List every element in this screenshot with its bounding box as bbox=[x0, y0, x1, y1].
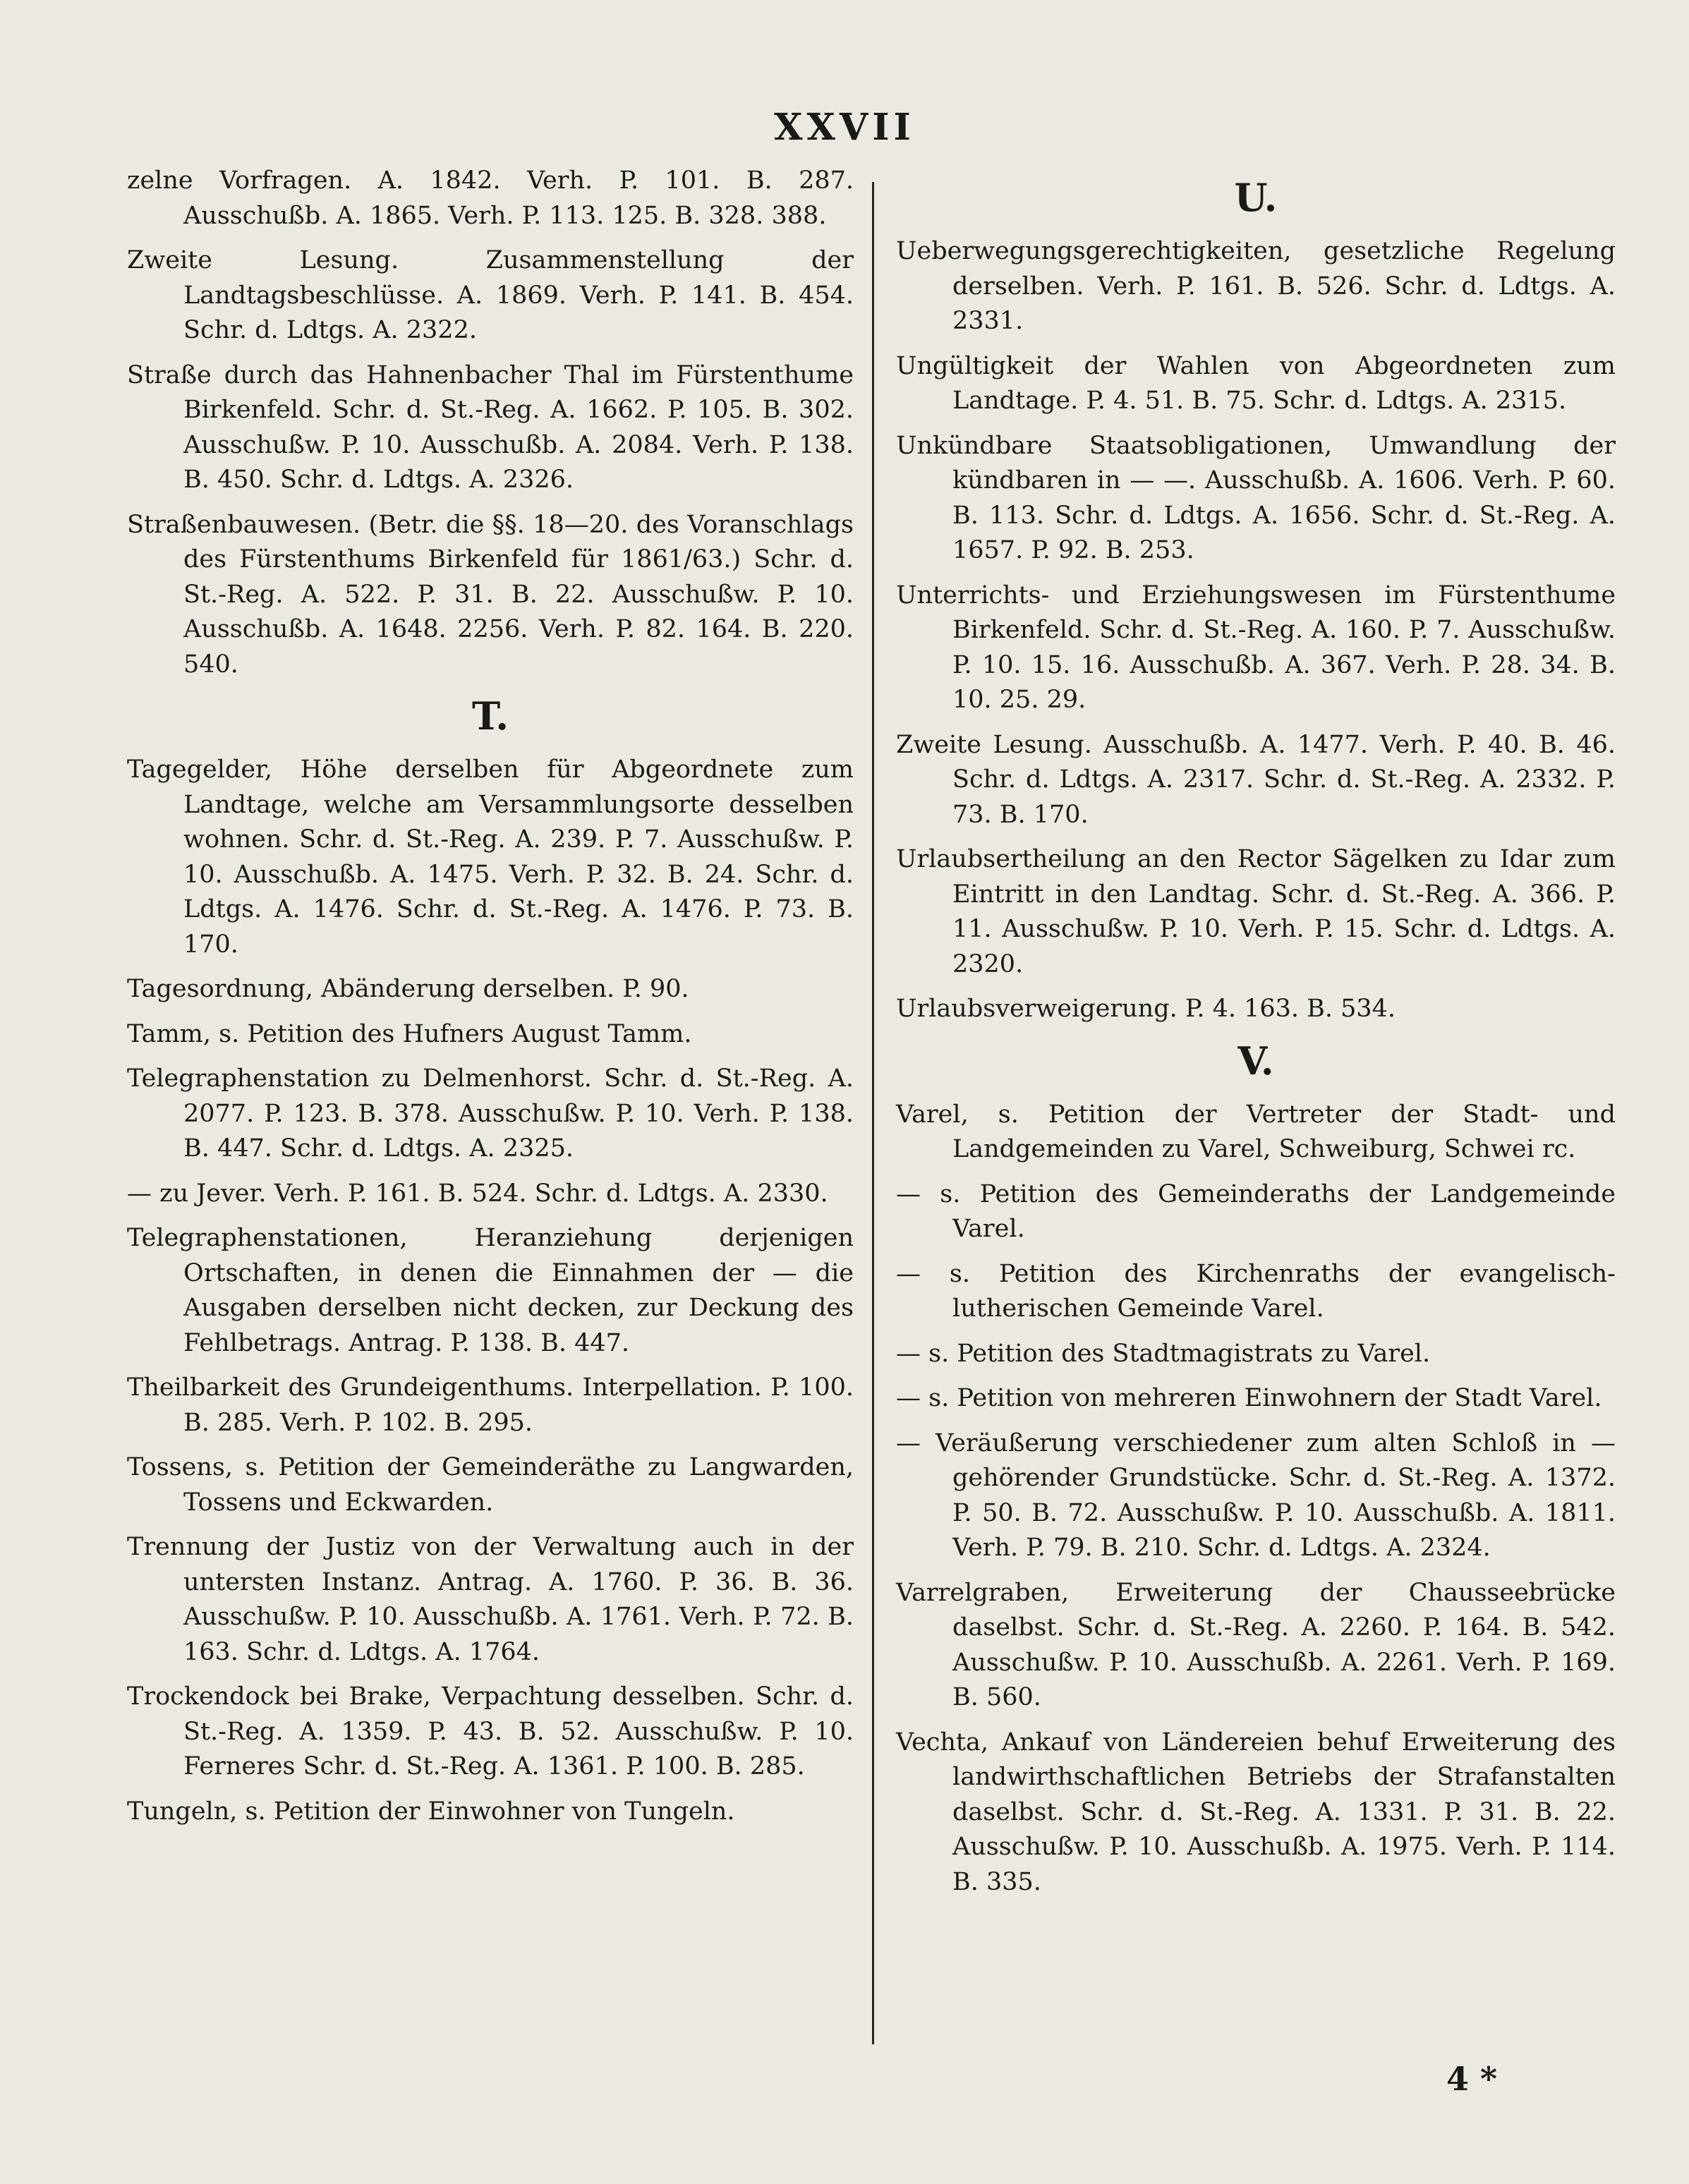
section-letter-t: T. bbox=[471, 693, 509, 739]
index-entry: Straßenbauwesen. (Betr. die §§. 18—20. des Voranschlags des Fürstenthums Birkenfeld für 1861/63.) Schr. d. St.-Reg. A. 522. P. 31. B. 22. Ausschußw. P. 10. Ausschußb. A. 1648. 2256. Verh. P. 82. 164. B. 220. 540. bbox=[127, 510, 854, 679]
index-entry: Telegraphenstation zu Delmenhorst. Schr. d. St.-Reg. A. 2077. P. 123. B. 378. Ausschußw. P. 10. Verh. P. 138. B. 447. Schr. d. Ldtgs. A. 2325. bbox=[127, 1064, 854, 1163]
index-entry: zelne Vorfragen. A. 1842. Verh. P. 101. B. 287. Ausschußb. A. 1865. Verh. P. 113. 125. B. 328. 388. bbox=[127, 166, 854, 230]
right-column bbox=[896, 164, 1616, 1910]
index-entry: — s. Petition des Stadtmagistrats zu Varel. bbox=[896, 1339, 1431, 1368]
index-entry: — s. Petition von mehreren Einwohnern der Stadt Varel. bbox=[896, 1384, 1602, 1412]
index-entry: Trennung der Justiz von der Verwaltung auch in der untersten Instanz. Antrag. A. 1760. P. 36. B. 36. Ausschußw. P. 10. Ausschußb. A. 1761. Verh. P. 72. B. 163. Schr. d. Ldtgs. A. 1764. bbox=[127, 1533, 854, 1666]
index-entry: Straße durch das Hahnenbacher Thal im Fürstenthume Birkenfeld. Schr. d. St.-Reg. A. 1662. P. 105. B. 302. Ausschußw. P. 10. Ausschußb. A. 2084. Verh. P. 138. B. 450. Schr. d. Ldtgs. A. 2326. bbox=[127, 360, 854, 494]
index-entry: Vechta, Ankauf von Ländereien behuf Erweiterung des landwirthschaftlichen Betriebs der Strafanstalten daselbst. Schr. d. St.-Reg. A. 1331. P. 31. B. 22. Ausschußw. P. 10. Ausschußb. A. 1975. Verh. P. 114. B. 335. bbox=[896, 1728, 1616, 1896]
index-entry: — s. Petition des Gemeinderaths der Landgemeinde Varel. bbox=[896, 1179, 1616, 1243]
left-column bbox=[127, 164, 854, 1839]
column-divider bbox=[872, 182, 874, 2044]
index-entry: Tagesordnung, Abänderung derselben. P. 90. bbox=[127, 975, 689, 1003]
section-v-entries bbox=[896, 1098, 1616, 1900]
index-entry: Theilbarkeit des Grundeigenthums. Interpellation. P. 100. B. 285. Verh. P. 102. B. 295. bbox=[127, 1373, 854, 1437]
index-entry: Zweite Lesung. Zusammenstellung der Landtagsbeschlüsse. A. 1869. Verh. P. 141. B. 454. Schr. d. Ldtgs. A. 2322. bbox=[127, 246, 854, 344]
index-entry: Varel, s. Petition der Vertreter der Stadt- und Landgemeinden zu Varel, Schweiburg, Schwei rc. bbox=[896, 1100, 1616, 1163]
index-entry: Tagegelder, Höhe derselben für Abgeordnete zum Landtage, welche am Versammlungsorte desselben wohnen. Schr. d. St.-Reg. A. 239. P. 7. Ausschußw. P. 10. Ausschußb. A. 1475. Verh. P. 32. B. 24. Schr. d. Ldtgs. A. 1476. Schr. d. St.-Reg. A. 1476. P. 73. B. 170. bbox=[127, 756, 854, 959]
index-entry: Urlaubsverweigerung. P. 4. 163. B. 534. bbox=[896, 995, 1396, 1023]
index-entry: Varrelgraben, Erweiterung der Chausseebrücke daselbst. Schr. d. St.-Reg. A. 2260. P. 164. B. 542. Ausschußw. P. 10. Ausschußb. A. 2261. Verh. P. 169. B. 560. bbox=[896, 1578, 1616, 1711]
section-letter-v: V. bbox=[1237, 1038, 1274, 1084]
index-entry: Trockendock bei Brake, Verpachtung desselben. Schr. d. St.-Reg. A. 1359. P. 43. B. 52. Ausschußw. P. 10. Ferneres Schr. d. St.-Reg. A. 1361. P. 100. B. 285. bbox=[127, 1682, 854, 1780]
index-entry: Unkündbare Staatsobligationen, Umwandlung der kündbaren in — —. Ausschußb. A. 1606. Verh. P. 60. B. 113. Schr. d. Ldtgs. A. 1656. Schr. d. St.-Reg. A. 1657. P. 92. B. 253. bbox=[896, 431, 1616, 564]
section-u-entries bbox=[896, 234, 1616, 1027]
index-entry: Ueberwegungsgerechtigkeiten, gesetzliche Regelung derselben. Verh. P. 161. B. 526. Schr. d. Ldtgs. A. 2331. bbox=[896, 237, 1616, 335]
index-entry: — zu Jever. Verh. P. 161. B. 524. Schr. d. Ldtgs. A. 2330. bbox=[127, 1179, 828, 1208]
index-entry: Tamm, s. Petition des Hufners August Tamm. bbox=[127, 1019, 692, 1048]
section-t-entries bbox=[127, 753, 854, 1829]
page-header-roman: XXVII bbox=[774, 106, 915, 149]
section-letter-u: U. bbox=[1234, 175, 1278, 220]
index-entry: Tungeln, s. Petition der Einwohner von Tungeln. bbox=[127, 1797, 735, 1826]
index-entry: Ungültigkeit der Wahlen von Abgeordneten zum Landtage. P. 4. 51. B. 75. Schr. d. Ldtgs. A. 2315. bbox=[896, 351, 1616, 415]
left-top-entries bbox=[127, 164, 854, 682]
index-entry: Urlaubsertheilung an den Rector Sägelken zu Idar zum Eintritt in den Landtag. Schr. d. St.-Reg. A. 366. P. 11. Ausschußw. P. 10. Verh. P. 15. Schr. d. Ldtgs. A. 2320. bbox=[896, 845, 1616, 978]
index-entry: Telegraphenstationen, Heranziehung derjenigen Ortschaften, in denen die Einnahmen der — die Ausgaben derselben nicht decken, zur Deckung des Fehlbetrags. Antrag. P. 138. B. 447. bbox=[127, 1224, 854, 1357]
index-entry: — s. Petition des Kirchenraths der evangelisch-lutherischen Gemeinde Varel. bbox=[896, 1259, 1616, 1323]
index-entry: Zweite Lesung. Ausschußb. A. 1477. Verh. P. 40. B. 46. Schr. d. Ldtgs. A. 2317. Schr. d. St.-Reg. A. 2332. P. 73. B. 170. bbox=[896, 730, 1616, 829]
index-entry: Tossens, s. Petition der Gemeinderäthe zu Langwarden, Tossens und Eckwarden. bbox=[127, 1453, 854, 1517]
signature-mark: 4 * bbox=[1446, 2060, 1498, 2098]
index-entry: Unterrichts- und Erziehungswesen im Fürstenthume Birkenfeld. Schr. d. St.-Reg. A. 160. P. 7. Ausschußw. P. 10. 15. 16. Ausschußb. A. 367. Verh. P. 28. 34. B. 10. 25. 29. bbox=[896, 581, 1616, 714]
index-entry: — Veräußerung verschiedener zum alten Schloß in — gehörender Grundstücke. Schr. d. St.-Reg. A. 1372. P. 50. B. 72. Ausschußw. P. 10. Ausschußb. A. 1811. Verh. P. 79. B. 210. Schr. d. Ldtgs. A. 2324. bbox=[896, 1428, 1616, 1562]
